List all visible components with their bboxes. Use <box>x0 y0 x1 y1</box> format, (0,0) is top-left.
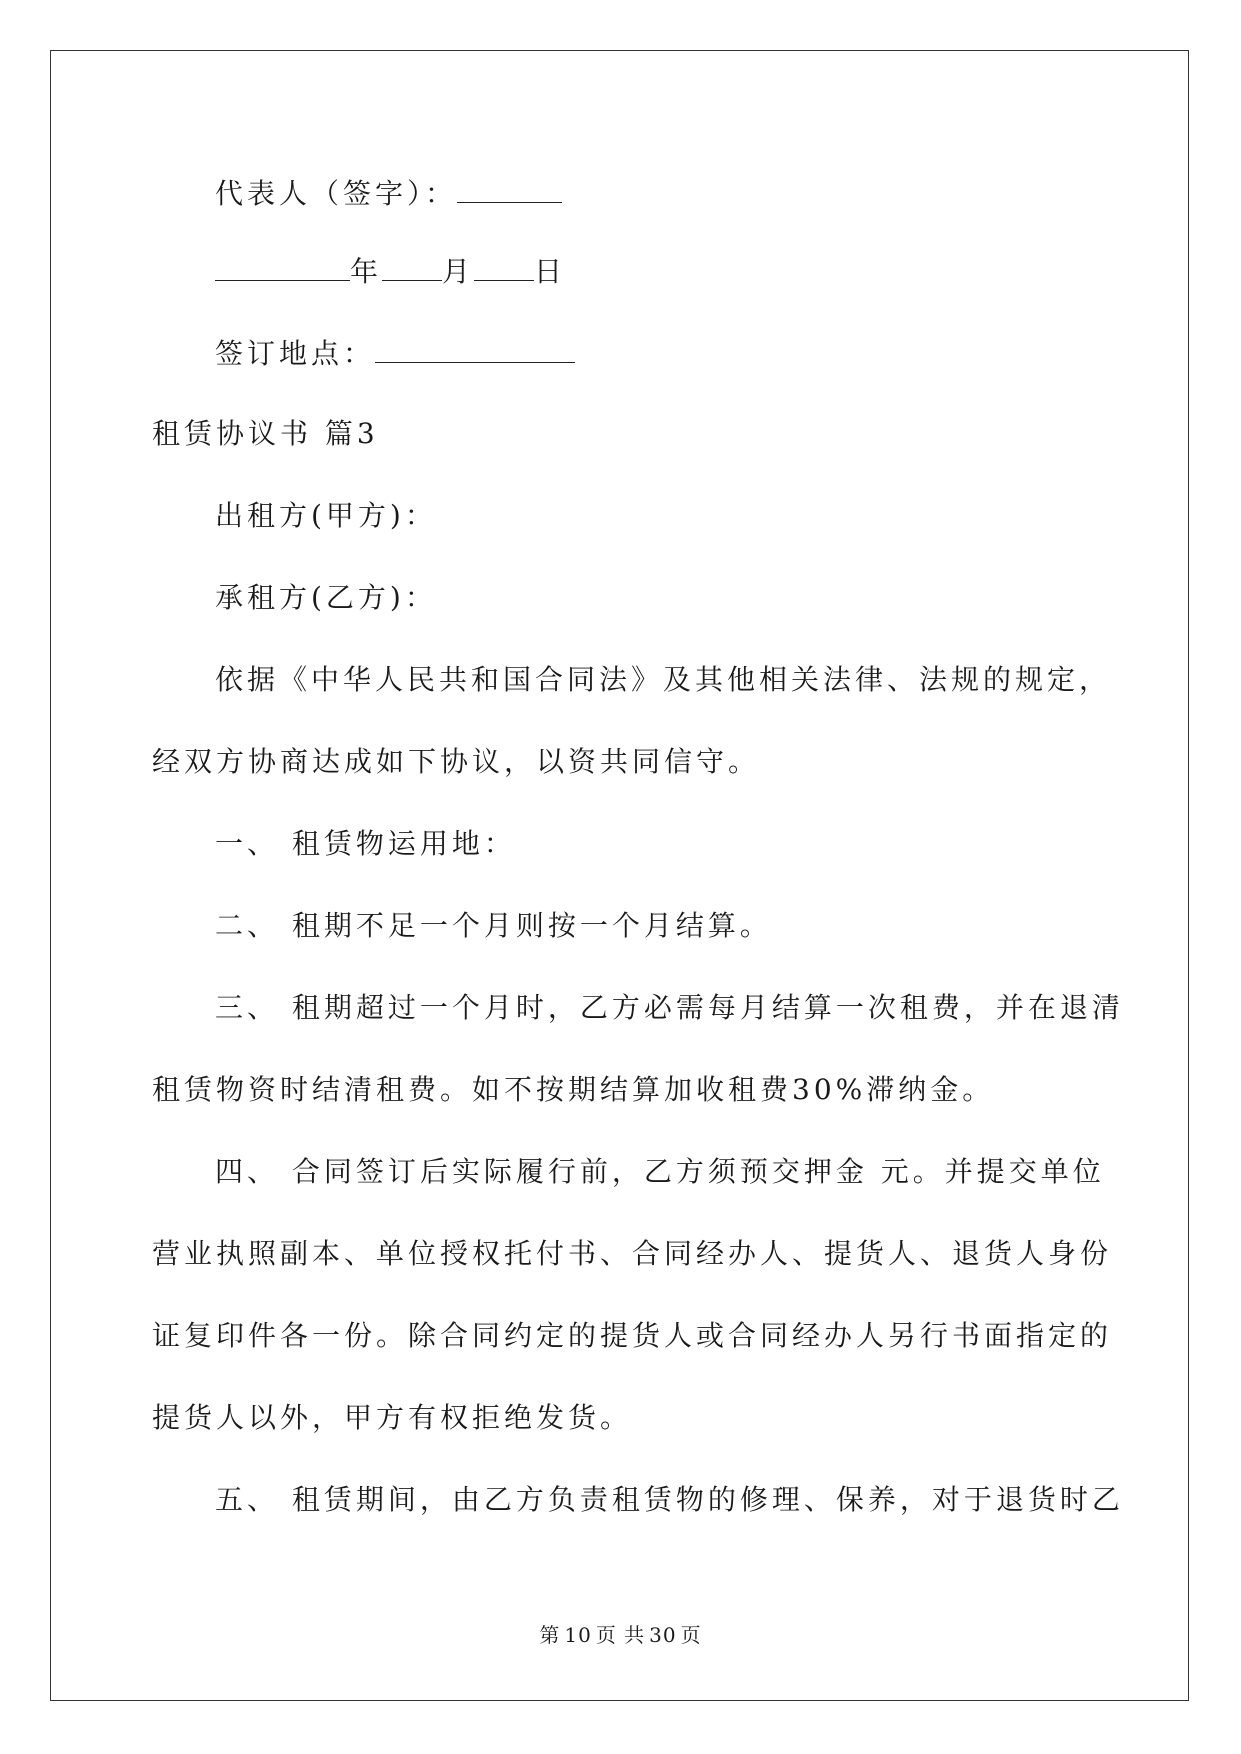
lessee-line: 承租方(乙方)： <box>215 581 437 614</box>
clause-5-line-1: 五、 租赁期间，由乙方负责租赁物的修理、保养，对于退货时乙 <box>215 1483 1124 1516</box>
page-middle-text: 页 共 <box>595 1623 646 1647</box>
clause-4-line-1: 四、 合同签订后实际履行前，乙方须预交押金 元。并提交单位 <box>215 1155 1105 1188</box>
representative-signature-label: 代表人（签字）： <box>215 177 458 210</box>
page-footer <box>0 1621 1241 1649</box>
year-label: 年 <box>350 255 383 288</box>
year-blank <box>215 250 350 281</box>
total-page-count: 30 <box>649 1623 677 1647</box>
page-prefix: 第 <box>539 1623 561 1647</box>
page-border <box>50 50 1189 1701</box>
signing-place-line <box>215 332 575 374</box>
section-title: 租赁协议书 篇3 <box>152 417 379 450</box>
clause-3-line-1: 三、 租期超过一个月时，乙方必需每月结算一次租费，并在退清 <box>215 991 1124 1024</box>
page-suffix: 页 <box>680 1623 702 1647</box>
signing-place-label: 签订地点： <box>215 337 376 370</box>
month-blank <box>382 250 442 281</box>
basis-paragraph-line-2: 经双方协商达成如下协议，以资共同信守。 <box>152 745 761 778</box>
signing-place-blank <box>375 332 575 363</box>
representative-signature-blank <box>457 172 562 203</box>
basis-paragraph-line-1: 依据《中华人民共和国合同法》及其他相关法律、法规的规定， <box>215 663 1112 696</box>
clause-2: 二、 租期不足一个月则按一个月结算。 <box>215 909 772 942</box>
representative-signature-line <box>215 172 562 214</box>
date-line <box>215 250 566 292</box>
clause-4-line-4: 提货人以外，甲方有权拒绝发货。 <box>152 1401 633 1434</box>
day-blank <box>474 250 534 281</box>
clause-3-line-2: 租赁物资时结清租费。如不按期结算加收租费30%滞纳金。 <box>152 1073 995 1106</box>
clause-4-line-2: 营业执照副本、单位授权托付书、合同经办人、提货人、退货人身份 <box>152 1237 1113 1270</box>
current-page-number: 10 <box>564 1623 592 1647</box>
clause-4-line-3: 证复印件各一份。除合同约定的提货人或合同经办人另行书面指定的 <box>152 1319 1113 1352</box>
lessor-line: 出租方(甲方)： <box>215 499 437 532</box>
clause-1: 一、 租赁物运用地： <box>215 827 516 860</box>
month-label: 月 <box>442 255 475 288</box>
day-label: 日 <box>534 255 567 288</box>
